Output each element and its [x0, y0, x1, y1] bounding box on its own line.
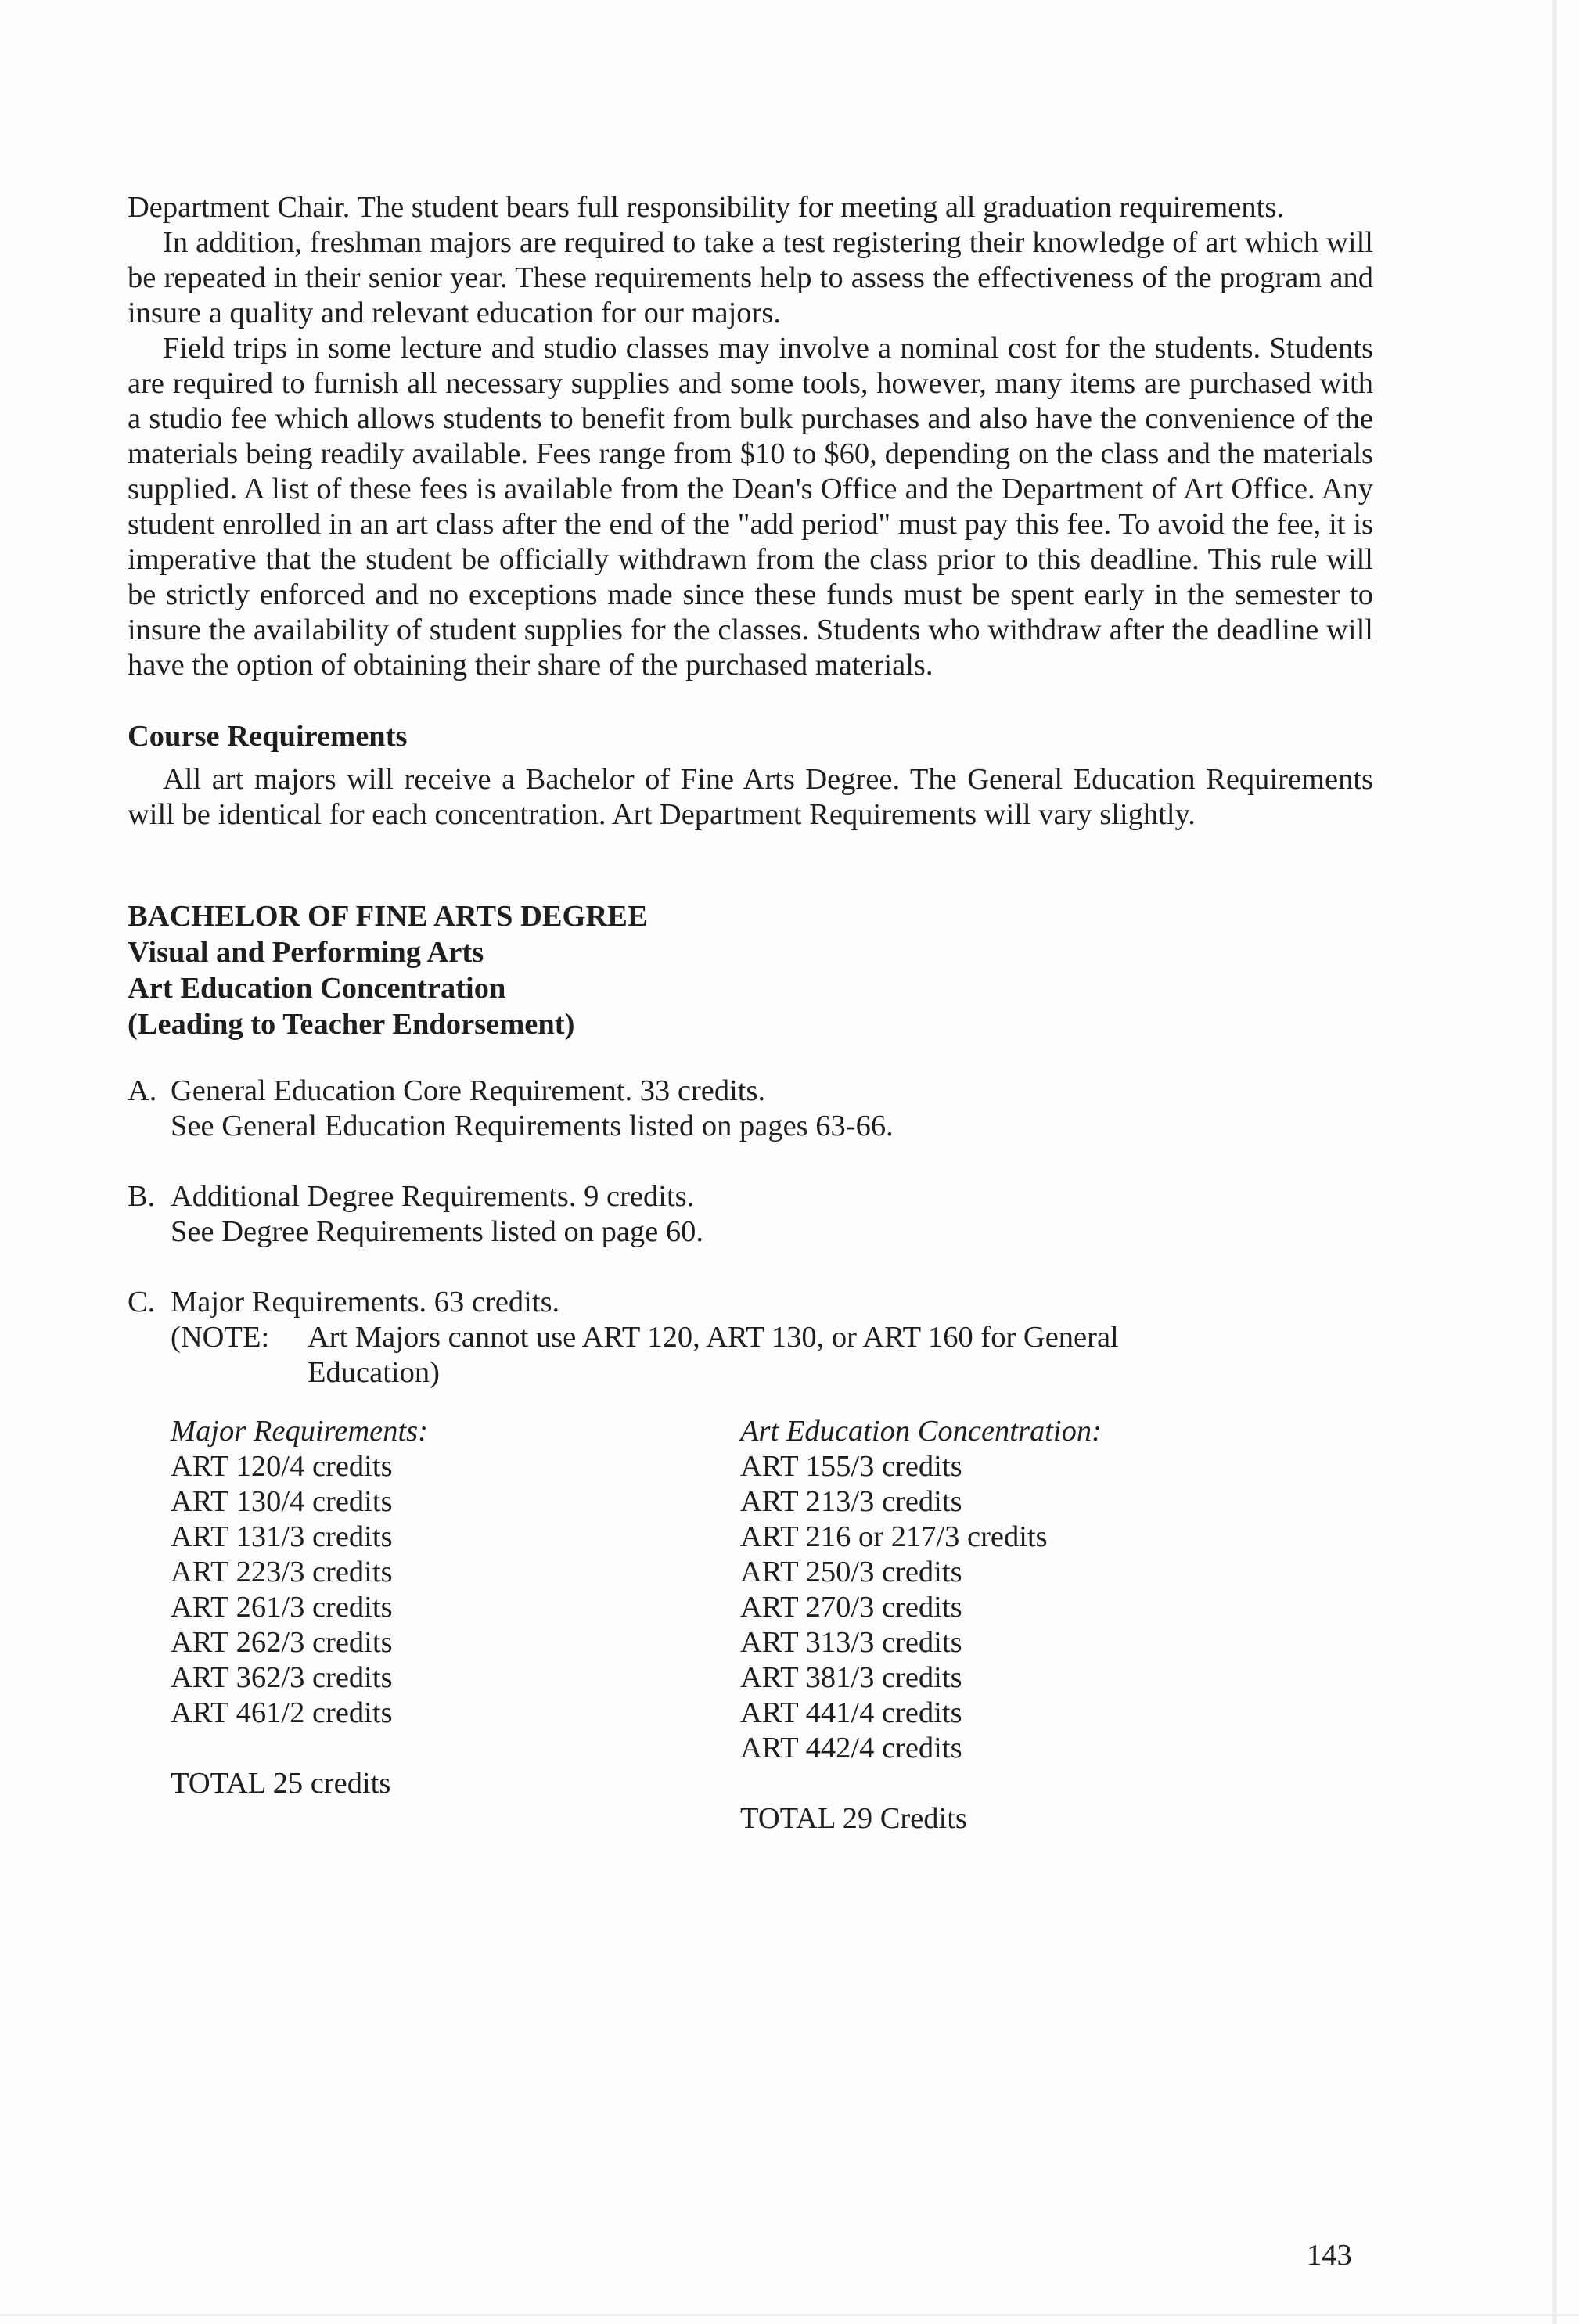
art-education-item: ART 213/3 credits [740, 1485, 962, 1518]
major-requirements-item: ART 461/2 credits [171, 1696, 393, 1729]
course-columns [171, 1414, 1373, 1837]
requirement-b-reference: See Degree Requirements listed on page 60. [171, 1215, 704, 1248]
major-requirements-item: ART 223/3 credits [171, 1556, 393, 1588]
art-education-item: ART 250/3 credits [740, 1556, 962, 1588]
page-content [128, 190, 1373, 1837]
major-requirements-title: Major Requirements: [171, 1415, 428, 1448]
art-education-total: TOTAL 29 Credits [740, 1802, 967, 1835]
major-requirements-item: ART 131/3 credits [171, 1520, 393, 1553]
paragraph-field-trips-fees: Field trips in some lecture and studio classes may involve a nominal cost for the students. Students are required to furnish all necessary supplies and some tools, however, many items are purchased with a studio fee which allows students to benefit from bulk purchases and also have the convenience of the materials being readily available. Fees range from $10 to $60, depending on the class and the materials supplied. A list of these fees is available from the Dean's Office and the Department of Art Office. Any student enrolled in an art class after the end of the "add period" must pay this fee. To avoid the fee, it is imperative that the student be officially withdrawn from the class prior to this deadline. This rule will be strictly enforced and no exceptions made since these funds must be spent early in the semester to insure the availability of student supplies for the classes. Students who withdraw after the deadline will have the option of obtaining their share of the purchased materials. [128, 332, 1373, 682]
art-education-item: ART 270/3 credits [740, 1591, 962, 1624]
requirement-letter: A. [128, 1074, 157, 1107]
note-line-2: Education) [308, 1356, 440, 1389]
requirement-c-title: Major Requirements. 63 credits. [171, 1286, 560, 1318]
requirement-a-reference: See General Education Requirements listed on pages 63-66. [171, 1110, 894, 1142]
note-label: (NOTE: [171, 1321, 270, 1354]
requirement-letter: B. [128, 1180, 156, 1213]
art-education-item: ART 381/3 credits [740, 1661, 962, 1694]
art-education-item: ART 441/4 credits [740, 1696, 962, 1729]
degree-division: Visual and Performing Arts [128, 936, 484, 969]
major-requirements-item: ART 262/3 credits [171, 1626, 393, 1659]
major-requirements-total: TOTAL 25 credits [171, 1767, 391, 1800]
page-number: 143 [1307, 2239, 1352, 2272]
note-line-1: Art Majors cannot use ART 120, ART 130, or ART 160 for General [308, 1321, 1119, 1354]
note-text [308, 1320, 1119, 1390]
art-education-item: ART 442/4 credits [740, 1732, 962, 1765]
requirement-a [128, 1074, 1373, 1144]
requirement-body [171, 1285, 1119, 1390]
requirement-c [128, 1285, 1373, 1390]
paragraph-freshman-test: In addition, freshman majors are required to take a test registering their knowledge of art which will be repeated in their senior year. These requirements help to assess the effectiveness of the program and insure a quality and relevant education for our majors. [128, 226, 1373, 329]
requirement-b-title: Additional Degree Requirements. 9 credits. [171, 1180, 695, 1213]
course-requirements-text: All art majors will receive a Bachelor of Fine Arts Degree. The General Education Requirements will be identical for each concentration. Art Department Requirements will vary slightly. [128, 763, 1373, 831]
degree-endorsement: (Leading to Teacher Endorsement) [128, 1008, 575, 1041]
art-education-column [740, 1414, 1102, 1837]
requirement-body [171, 1179, 703, 1250]
requirements-list [128, 1074, 1373, 1390]
requirement-c-note [171, 1320, 1119, 1390]
page-bottom-edge [0, 2314, 1579, 2316]
major-requirements-item: ART 120/4 credits [171, 1450, 393, 1483]
degree-heading-block [128, 898, 1373, 1042]
major-requirements-item: ART 362/3 credits [171, 1661, 393, 1694]
page-edge-shadow [1552, 0, 1557, 2324]
requirement-body [171, 1074, 894, 1144]
art-education-item: ART 216 or 217/3 credits [740, 1520, 1048, 1553]
major-requirements-item: ART 130/4 credits [171, 1485, 393, 1518]
requirement-letter: C. [128, 1286, 156, 1318]
major-requirements-item: ART 261/3 credits [171, 1591, 393, 1624]
major-requirements-column [171, 1414, 740, 1837]
degree-title: BACHELOR OF FINE ARTS DEGREE [128, 900, 648, 933]
art-education-item: ART 155/3 credits [740, 1450, 962, 1483]
requirement-a-title: General Education Core Requirement. 33 credits. [171, 1074, 766, 1107]
paragraph-department-chair: Department Chair. The student bears full responsibility for meeting all graduation requirements. [128, 191, 1284, 224]
art-education-item: ART 313/3 credits [740, 1626, 962, 1659]
art-education-title: Art Education Concentration: [740, 1415, 1102, 1448]
course-requirements-heading: Course Requirements [128, 720, 408, 753]
degree-concentration: Art Education Concentration [128, 972, 506, 1005]
requirement-b [128, 1179, 1373, 1250]
